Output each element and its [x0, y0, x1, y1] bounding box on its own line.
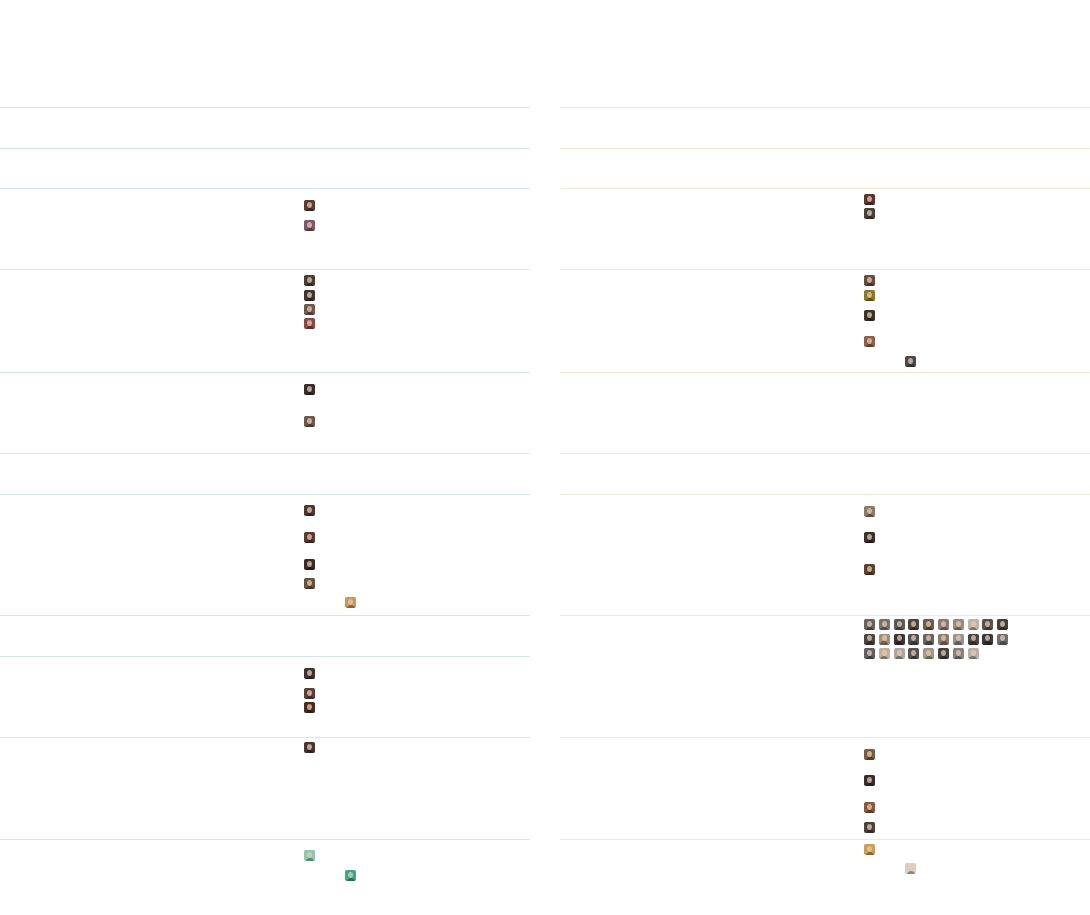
avatar	[864, 822, 875, 833]
avatar	[304, 532, 315, 543]
avatar	[908, 619, 919, 630]
avatar-shoulders	[954, 641, 962, 645]
avatar	[968, 648, 979, 659]
avatar	[864, 275, 875, 286]
avatar-shoulders	[866, 641, 874, 645]
avatar-face	[307, 306, 312, 312]
avatar-face	[971, 650, 976, 656]
avatar-shoulders	[895, 627, 903, 631]
avatar-shoulders	[306, 567, 314, 571]
row-divider	[0, 188, 530, 189]
avatar-face	[307, 277, 312, 283]
avatar-face	[897, 650, 902, 656]
avatar-shoulders	[954, 627, 962, 631]
avatar	[923, 634, 934, 645]
avatar	[304, 850, 315, 861]
avatar	[997, 634, 1008, 645]
row-divider	[0, 737, 530, 738]
avatar-face	[956, 621, 961, 627]
avatar-face	[307, 690, 312, 696]
avatar-shoulders	[880, 641, 888, 645]
avatar	[864, 619, 875, 630]
avatar-face	[971, 621, 976, 627]
avatar-face	[867, 277, 872, 283]
avatar-face	[882, 621, 887, 627]
avatar-shoulders	[866, 656, 874, 660]
avatar	[879, 619, 890, 630]
avatar-face	[307, 852, 312, 858]
avatar-shoulders	[969, 656, 977, 660]
avatar-shoulders	[866, 202, 874, 206]
avatar	[905, 863, 916, 874]
avatar-shoulders	[880, 627, 888, 631]
left-table-panel	[0, 0, 530, 915]
avatar-face	[307, 222, 312, 228]
avatar	[923, 648, 934, 659]
avatar-face	[867, 292, 872, 298]
avatar-face	[867, 650, 872, 656]
avatar	[938, 648, 949, 659]
avatar-face	[307, 704, 312, 710]
avatar-shoulders	[925, 627, 933, 631]
avatar	[864, 844, 875, 855]
avatar-face	[867, 751, 872, 757]
row-divider	[0, 107, 530, 108]
avatar-face	[867, 824, 872, 830]
avatar	[938, 634, 949, 645]
avatar	[879, 648, 890, 659]
avatar-face	[307, 670, 312, 676]
avatar	[864, 310, 875, 321]
avatar	[864, 290, 875, 301]
avatar-face	[307, 202, 312, 208]
avatar	[997, 619, 1008, 630]
avatar-face	[867, 312, 872, 318]
avatar-face	[307, 534, 312, 540]
avatar	[304, 384, 315, 395]
avatar-face	[307, 292, 312, 298]
avatar-shoulders	[306, 228, 314, 232]
avatar	[864, 564, 875, 575]
avatar	[908, 634, 919, 645]
avatar	[304, 688, 315, 699]
avatar	[864, 775, 875, 786]
row-divider	[0, 148, 530, 149]
avatar-face	[985, 621, 990, 627]
avatar-shoulders	[306, 312, 314, 316]
avatar-shoulders	[306, 540, 314, 544]
avatar-face	[867, 846, 872, 852]
avatar-shoulders	[925, 656, 933, 660]
avatar-shoulders	[969, 641, 977, 645]
avatar-shoulders	[306, 283, 314, 287]
row-divider	[0, 269, 530, 270]
avatar-shoulders	[306, 710, 314, 714]
avatar-face	[307, 386, 312, 392]
avatar	[304, 702, 315, 713]
avatar-face	[956, 650, 961, 656]
avatar-shoulders	[866, 830, 874, 834]
avatar-shoulders	[306, 326, 314, 330]
avatar	[304, 505, 315, 516]
avatar-shoulders	[954, 656, 962, 660]
row-divider	[0, 615, 530, 616]
avatar-face	[1000, 621, 1005, 627]
avatar	[923, 619, 934, 630]
avatar-shoulders	[866, 572, 874, 576]
row-divider	[560, 839, 1090, 840]
avatar-shoulders	[866, 783, 874, 787]
row-divider	[560, 737, 1090, 738]
avatar-shoulders	[306, 208, 314, 212]
avatar-face	[867, 777, 872, 783]
avatar-shoulders	[306, 696, 314, 700]
avatar	[864, 194, 875, 205]
avatar	[864, 749, 875, 760]
avatar-shoulders	[866, 283, 874, 287]
avatar-face	[911, 621, 916, 627]
avatar	[304, 290, 315, 301]
avatar-face	[307, 418, 312, 424]
avatar-face	[348, 599, 353, 605]
avatar	[938, 619, 949, 630]
avatar-shoulders	[866, 514, 874, 518]
avatar-face	[926, 650, 931, 656]
avatar-face	[307, 561, 312, 567]
avatar	[864, 634, 875, 645]
avatar-shoulders	[940, 656, 948, 660]
avatar	[953, 619, 964, 630]
avatar-shoulders	[866, 852, 874, 856]
avatar	[864, 648, 875, 659]
avatar-shoulders	[306, 513, 314, 517]
avatar-face	[867, 534, 872, 540]
avatar-face	[867, 804, 872, 810]
avatar-face	[867, 508, 872, 514]
avatar	[894, 648, 905, 659]
avatar	[968, 619, 979, 630]
avatar-shoulders	[910, 627, 918, 631]
avatar	[304, 742, 315, 753]
row-divider	[560, 615, 1090, 616]
avatar	[908, 648, 919, 659]
avatar	[905, 356, 916, 367]
avatar	[864, 506, 875, 517]
row-divider	[0, 453, 530, 454]
avatar-shoulders	[347, 878, 355, 882]
avatar-shoulders	[347, 605, 355, 609]
avatar-face	[941, 650, 946, 656]
avatar-shoulders	[306, 858, 314, 862]
avatar-shoulders	[306, 298, 314, 302]
avatar-shoulders	[907, 364, 915, 368]
avatar	[953, 648, 964, 659]
avatar	[304, 304, 315, 315]
avatar	[304, 318, 315, 329]
row-divider	[0, 839, 530, 840]
avatar	[894, 619, 905, 630]
row-divider	[560, 148, 1090, 149]
avatar	[345, 597, 356, 608]
avatar	[953, 634, 964, 645]
avatar	[304, 416, 315, 427]
avatar-face	[908, 358, 913, 364]
avatar-shoulders	[925, 641, 933, 645]
row-divider	[560, 188, 1090, 189]
avatar	[864, 532, 875, 543]
avatar-face	[307, 507, 312, 513]
avatar-shoulders	[866, 318, 874, 322]
avatar	[864, 802, 875, 813]
row-divider	[560, 453, 1090, 454]
avatar	[864, 336, 875, 347]
avatar-shoulders	[999, 641, 1007, 645]
avatar-face	[867, 338, 872, 344]
avatar-face	[348, 872, 353, 878]
avatar	[864, 208, 875, 219]
avatar-face	[307, 320, 312, 326]
avatar	[968, 634, 979, 645]
avatar-shoulders	[866, 627, 874, 631]
avatar	[879, 634, 890, 645]
avatar-shoulders	[907, 871, 915, 875]
avatar-face	[867, 566, 872, 572]
avatar-shoulders	[940, 627, 948, 631]
avatar	[982, 634, 993, 645]
avatar-shoulders	[306, 750, 314, 754]
avatar-face	[897, 621, 902, 627]
right-table-panel	[560, 0, 1090, 915]
avatar	[304, 668, 315, 679]
avatar	[304, 220, 315, 231]
avatar-shoulders	[999, 627, 1007, 631]
avatar-face	[867, 196, 872, 202]
avatar-shoulders	[866, 540, 874, 544]
avatar	[304, 559, 315, 570]
row-divider	[560, 269, 1090, 270]
avatar-face	[882, 650, 887, 656]
avatar-shoulders	[866, 810, 874, 814]
avatar-face	[911, 650, 916, 656]
avatar-shoulders	[910, 641, 918, 645]
avatar-shoulders	[969, 627, 977, 631]
avatar-shoulders	[984, 627, 992, 631]
avatar-shoulders	[910, 656, 918, 660]
avatar-face	[307, 744, 312, 750]
row-divider	[560, 107, 1090, 108]
avatar	[304, 200, 315, 211]
avatar-face	[926, 621, 931, 627]
avatar-shoulders	[306, 586, 314, 590]
avatar-shoulders	[866, 298, 874, 302]
avatar-shoulders	[880, 656, 888, 660]
avatar-shoulders	[984, 641, 992, 645]
row-divider	[0, 494, 530, 495]
avatar-shoulders	[866, 344, 874, 348]
avatar-face	[867, 210, 872, 216]
avatar	[304, 275, 315, 286]
avatar-shoulders	[866, 216, 874, 220]
row-divider	[560, 372, 1090, 373]
row-divider	[0, 372, 530, 373]
avatar-face	[307, 580, 312, 586]
avatar-shoulders	[866, 757, 874, 761]
avatar-shoulders	[306, 424, 314, 428]
avatar-shoulders	[306, 392, 314, 396]
avatar-shoulders	[940, 641, 948, 645]
row-divider	[560, 494, 1090, 495]
avatar-face	[908, 865, 913, 871]
avatar-shoulders	[306, 676, 314, 680]
avatar-face	[941, 621, 946, 627]
avatar-shoulders	[895, 641, 903, 645]
avatar	[345, 870, 356, 881]
avatar	[894, 634, 905, 645]
row-divider	[0, 656, 530, 657]
avatar-shoulders	[895, 656, 903, 660]
avatar	[304, 578, 315, 589]
avatar	[982, 619, 993, 630]
avatar-face	[867, 621, 872, 627]
